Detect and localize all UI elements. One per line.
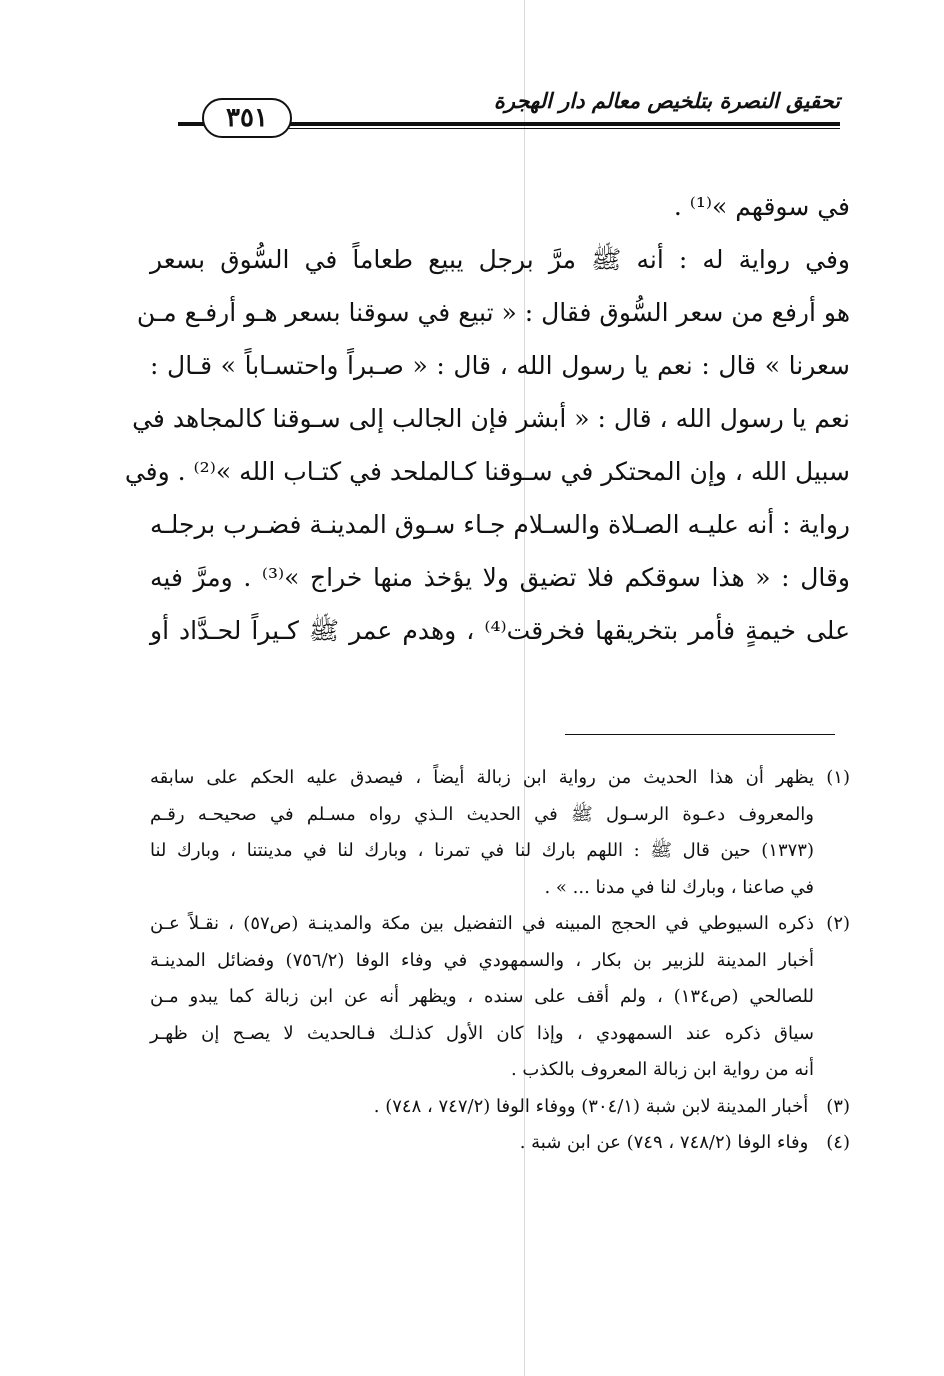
page-header bbox=[150, 78, 850, 148]
body-line: في سوقهم »⁽¹⁾ . bbox=[673, 192, 850, 221]
body-line: نعم يا رسول الله ، قال : « أبشر فإن الجالب إلى سـوقنا كالمجاهد في bbox=[132, 404, 850, 433]
body-line: سعرنا » قال : نعم يا رسول الله ، قال : « صـبراً واحتسـاباً » قـال : bbox=[150, 351, 850, 380]
body-line: هو أرفع من سعر السُّوق فقال : « تبيع في سوقنا بسعر هـو أرفـع مـن bbox=[136, 298, 850, 327]
footnote-text: وفاء الوفا (٧٤٨/٢ ، ٧٤٩) عن ابن شبة . bbox=[519, 1132, 809, 1153]
footnote-line: للصالحي (ص١٣٤) ، ولم أقف على سنده ، ويظهر أنه عن ابن زبالة كما يبدو مـن bbox=[150, 986, 814, 1007]
header-rule-thin bbox=[270, 128, 840, 129]
footnote-number: (٣) bbox=[826, 1095, 850, 1117]
footnote-4 bbox=[150, 1125, 850, 1162]
footnote-2 bbox=[150, 906, 850, 1089]
footnote-line bbox=[150, 1125, 850, 1162]
footnote-divider bbox=[565, 734, 835, 735]
main-text bbox=[124, 180, 850, 657]
footnote-text: ذكره السيوطي في الحجج المبينه في التفضيل بين مكة والمدينـة (ص٥٧) ، نقـلاً عـن bbox=[150, 913, 815, 934]
body-line: وفي رواية له : أنه ﷺ مرَّ برجل يبيع طعاماً في السُّوق بسعر bbox=[150, 245, 850, 274]
page-number: ٣٥١ bbox=[202, 98, 292, 138]
footnote-line: (١٣٧٣) حين قال ﷺ : اللهم بارك لنا في تمرنا ، وبارك لنا في مدينتنا ، وبارك لنا bbox=[150, 840, 814, 861]
body-line: رواية : أنه عليـه الصـلاة والسـلام جـاء سـوق المدينـة فضـرب برجلـه bbox=[150, 510, 850, 539]
footnote-1 bbox=[150, 760, 850, 906]
footnote-line bbox=[150, 760, 850, 797]
footnote-number: (١) bbox=[826, 767, 850, 788]
footnote-line: سياق ذكره عند السمهودي ، وإذا كان الأول كذلـك فـالحديث لا يصـح إن ظهـر bbox=[150, 1022, 814, 1044]
footnotes bbox=[150, 760, 850, 1162]
footnote-text: أخبار المدينة لابن شبة (٣٠٤/١) ووفاء الوفا (٧٤٧/٢ ، ٧٤٨) . bbox=[373, 1095, 809, 1117]
footnote-line: أخبار المدينة للزبير بن بكار ، والسمهودي في وفاء الوفا (٧٥٦/٢) وفضائل المدينـة bbox=[150, 949, 815, 971]
header-rule-tail bbox=[178, 122, 204, 126]
footnote-line: والمعروف دعـوة الرسـول ﷺ في الحديث الـذي رواه مسـلم في صحيحـه رقـم bbox=[150, 803, 814, 825]
footnote-number: (٢) bbox=[826, 913, 851, 934]
body-line: على خيمةٍ فأمر بتخريقها فخرقت⁽⁴⁾ ، وهدم عمر ﷺ كـيراً لحـدَّاد أو bbox=[150, 616, 850, 645]
footnote-line: في صاعنا ، وبارك لنا في مدنا ... » . bbox=[544, 876, 814, 898]
footnote-text: يظهر أن هذا الحديث من رواية ابن زبالة أيضاً ، فيصدق عليه الحكم على سابقه bbox=[150, 767, 814, 788]
footnote-line bbox=[150, 906, 850, 943]
body-line: سبيل الله ، وإن المحتكر في سـوقنا كـالملحد في كتـاب الله »⁽²⁾ . وفي bbox=[124, 457, 850, 486]
footnote-line: أنه من رواية ابن زبالة المعروف بالكذب . bbox=[510, 1059, 814, 1080]
footnote-3 bbox=[150, 1089, 850, 1126]
footnote-line bbox=[150, 1089, 850, 1126]
header-rule bbox=[270, 122, 840, 126]
footnote-number: (٤) bbox=[826, 1132, 850, 1153]
body-line: وقال : « هذا سوقكم فلا تضيق ولا يؤخذ منها خراج »⁽³⁾ . ومرَّ فيه bbox=[150, 563, 850, 592]
running-title: تحقيق النصرة بتلخيص معالم دار الهجرة bbox=[493, 88, 840, 113]
